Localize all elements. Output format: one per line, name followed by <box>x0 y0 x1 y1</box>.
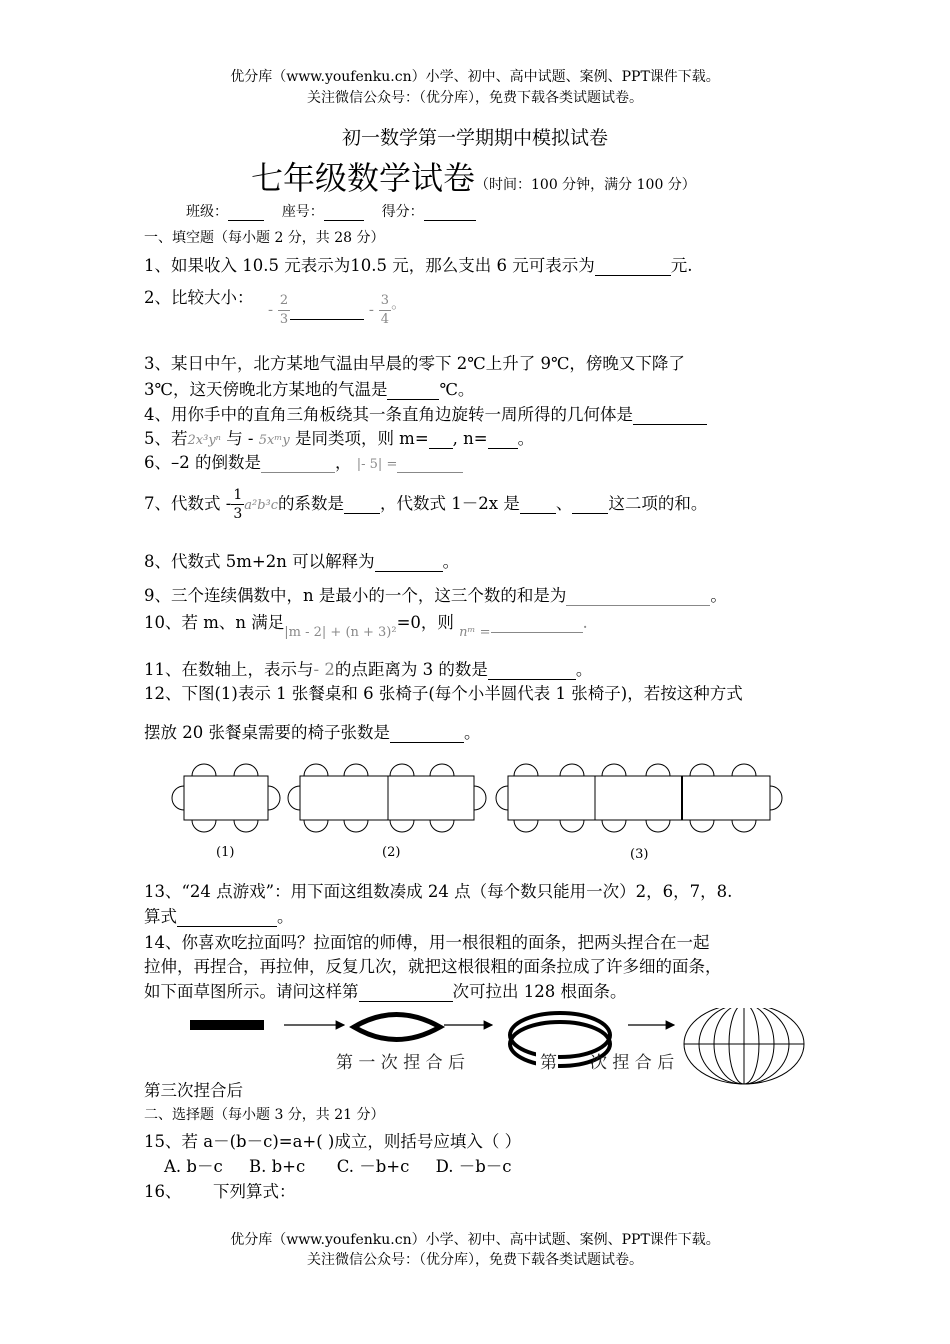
question-12-tail: 。 <box>464 723 481 742</box>
question-4-text: 4、用你手中的直角三角板绕其一条直角边旋转一周所得的几何体是 <box>144 405 633 424</box>
math-term: a²b³c <box>244 498 279 513</box>
section-2-heading: 二、选择题（每小题 3 分，共 21 分） <box>144 1107 385 1123</box>
question-8-text: 8、代数式 5m+2n 可以解释为 <box>144 552 375 571</box>
figure-label-2: (2) <box>382 845 401 860</box>
answer-blank[interactable] <box>344 494 380 514</box>
math-term: |- 5| = <box>356 457 398 472</box>
question-2-label: 2、比较大小： <box>144 288 254 307</box>
page-footer-line2: 关注微信公众号：（优分库），免费下载各类试题试卷。 <box>307 1252 643 1268</box>
numerator: 2 <box>278 292 290 311</box>
score-field[interactable] <box>424 204 476 221</box>
caption-first-fold: 第 一 次 捏 合 后 <box>336 1053 466 1073</box>
answer-blank[interactable] <box>429 429 453 449</box>
tables-figure <box>164 756 804 868</box>
section-1-heading: 一、填空题（每小题 2 分，共 28 分） <box>144 230 385 246</box>
figure-label-1: (1) <box>216 845 235 860</box>
question-12-line2 <box>144 719 481 743</box>
option-c[interactable]: C. －b+c <box>336 1157 410 1176</box>
table-arrangement-3 <box>496 764 782 832</box>
question-5 <box>144 425 534 449</box>
option-d[interactable]: D. －b－c <box>435 1157 512 1176</box>
question-2-expression <box>268 292 406 329</box>
question-9-text: 9、三个连续偶数中，n 是最小的一个，这三个数的和是为 <box>144 586 567 605</box>
answer-blank[interactable] <box>390 723 464 743</box>
denominator: 4 <box>380 312 390 327</box>
denominator: 3 <box>279 312 289 327</box>
question-6 <box>144 449 463 473</box>
question-11-text: 的点距离为 3 的数是 <box>334 660 488 679</box>
math-term: |m - 2| + (n + 3)² <box>284 625 397 640</box>
question-11-tail: 。 <box>575 660 593 679</box>
question-1 <box>144 252 692 276</box>
question-7-text: 7、代数式 - <box>144 494 232 513</box>
question-7-text: 的系数是 <box>278 494 345 513</box>
question-13-tail: 。 <box>277 907 294 926</box>
math-term: - 2 <box>313 660 335 679</box>
seat-field[interactable] <box>324 204 364 221</box>
question-10-text: 10、若 m、n 满足 <box>144 613 285 632</box>
question-3-text: 3℃，这天傍晚北方某地的气温是 <box>144 380 388 399</box>
math-term: 2x³yⁿ <box>187 433 221 448</box>
caption-third-fold: 第三次捏合后 <box>144 1081 243 1100</box>
question-15-options <box>164 1153 512 1177</box>
question-6-text: ， <box>335 453 352 472</box>
period: 。 <box>391 294 407 312</box>
third-fold-noodle <box>684 1008 804 1084</box>
question-3-line2 <box>144 376 474 400</box>
question-13-text: 算式 <box>144 907 177 926</box>
exam-title-note: （时间：100 分钟，满分 100 分） <box>475 177 696 193</box>
answer-blank[interactable] <box>375 552 443 572</box>
answer-blank[interactable] <box>488 429 518 449</box>
exam-title <box>251 153 696 199</box>
question-14-line1: 14、你喜欢吃拉面吗？拉面馆的师傅，用一根很粗的面条，把两头捏合在一起 <box>144 933 710 952</box>
caption-second-fold-prefix: 第 <box>540 1053 557 1073</box>
answer-blank[interactable] <box>595 256 671 276</box>
fraction <box>379 292 391 329</box>
answer-blank[interactable] <box>397 453 463 473</box>
question-5-text: , n= <box>452 429 488 448</box>
class-field[interactable] <box>228 204 264 221</box>
thick-noodle <box>190 1020 264 1030</box>
answer-blank[interactable] <box>359 982 453 1002</box>
question-12-text: 摆放 20 张餐桌需要的椅子张数是 <box>144 723 390 742</box>
question-16: 16、 下列算式： <box>144 1182 296 1201</box>
fraction <box>231 486 244 523</box>
question-12-line1: 12、下图(1)表示 1 张餐桌和 6 张椅子(每个小半圆代表 1 张椅子)，若按这种方式 <box>144 684 743 703</box>
question-8 <box>144 548 459 572</box>
minus-sign: - <box>368 300 374 319</box>
minus-sign: - <box>268 300 274 319</box>
question-10-text: =0，则 <box>396 613 454 632</box>
answer-blank[interactable] <box>633 405 707 425</box>
question-5-text: 是同类项，则 m= <box>294 429 429 448</box>
answer-blank[interactable] <box>566 586 710 606</box>
question-7-tail: 这二项的和。 <box>608 494 708 513</box>
question-14-text: 如下面草图所示。请问这样第 <box>144 982 359 1001</box>
answer-blank[interactable] <box>572 494 608 514</box>
question-7-text: 、 <box>555 494 573 513</box>
caption-second-fold: 次 捏 合 后 <box>590 1053 675 1073</box>
question-8-tail: 。 <box>442 552 460 571</box>
question-13-line2 <box>144 903 294 927</box>
math-term: nᵐ = <box>459 625 491 640</box>
question-15: 15、若 a－(b－c)=a+( )成立，则括号应填入（ ） <box>144 1132 522 1151</box>
question-5-tail: 。 <box>517 429 535 448</box>
question-11-text: 11、在数轴上，表示与 <box>144 660 314 679</box>
exam-subtitle: 初一数学第一学期期中模拟试卷 <box>341 127 608 149</box>
question-9-tail: 。 <box>710 586 727 605</box>
question-3-line1: 3、某日中午，北方某地气温由早晨的零下 2℃上升了 9℃，傍晚又下降了 <box>144 354 685 373</box>
seat-label: 座号： <box>281 204 324 220</box>
denominator: 3 <box>233 506 243 522</box>
fraction <box>278 292 290 329</box>
question-7 <box>144 486 707 523</box>
figure-label-3: (3) <box>630 847 649 862</box>
answer-blank[interactable] <box>261 453 335 473</box>
question-11 <box>144 656 592 680</box>
option-b[interactable]: B. b+c <box>248 1157 306 1176</box>
question-1-tail: 元. <box>670 256 693 275</box>
question-5-text: 与 - <box>226 429 254 448</box>
page-header-line1: 优分库（www.youfenku.cn）小学、初中、高中试题、案例、PPT课件下载。 <box>230 69 720 85</box>
exam-title-main: 七年级数学试卷 <box>251 159 476 197</box>
question-5-text: 5、若 <box>144 429 188 448</box>
question-14-tail: 次可拉出 128 根面条。 <box>452 982 627 1001</box>
answer-blank[interactable] <box>491 613 583 633</box>
option-a[interactable]: A. b－c <box>164 1157 223 1176</box>
question-13-line1: 13、“24 点游戏”：用下面这组数凑成 24 点（每个数只能用一次）2，6，7，8. <box>144 882 733 901</box>
page-footer-line1: 优分库（www.youfenku.cn）小学、初中、高中试题、案例、PPT课件下载。 <box>230 1232 720 1248</box>
answer-blank[interactable] <box>520 494 556 514</box>
math-term: 5xᵐy <box>258 433 290 448</box>
question-9 <box>144 582 727 606</box>
question-6-text: 6、–2 的倒数是 <box>144 453 261 472</box>
student-info <box>186 201 476 221</box>
question-7-text: ，代数式 1－2x 是 <box>380 494 520 513</box>
question-10 <box>144 609 588 640</box>
question-14-line2: 拉伸，再捏合，再拉伸，反复几次，就把这根很粗的面条拉成了许多细的面条， <box>144 957 722 976</box>
answer-blank[interactable] <box>177 907 277 927</box>
question-4 <box>144 401 707 425</box>
noodle-figure <box>180 1008 830 1086</box>
score-label: 得分： <box>381 204 424 220</box>
numerator: 1 <box>233 487 243 503</box>
question-1-text: 1、如果收入 10.5 元表示为10.5 元，那么支出 6 元可表示为 <box>144 256 595 275</box>
answer-blank[interactable] <box>488 660 576 680</box>
second-fold-noodle <box>510 1013 610 1057</box>
answer-blank[interactable] <box>290 301 364 320</box>
numerator: 3 <box>379 292 391 311</box>
table-arrangement-1 <box>172 764 280 832</box>
first-fold-noodle <box>354 1015 440 1040</box>
page-header-line2: 关注微信公众号：（优分库），免费下载各类试题试卷。 <box>307 90 643 106</box>
question-3-tail: ℃。 <box>439 380 475 399</box>
question-14-line3 <box>144 978 626 1002</box>
table-arrangement-2 <box>288 764 486 832</box>
answer-blank[interactable] <box>387 380 439 400</box>
class-label: 班级： <box>186 204 228 220</box>
period: . <box>582 613 588 632</box>
